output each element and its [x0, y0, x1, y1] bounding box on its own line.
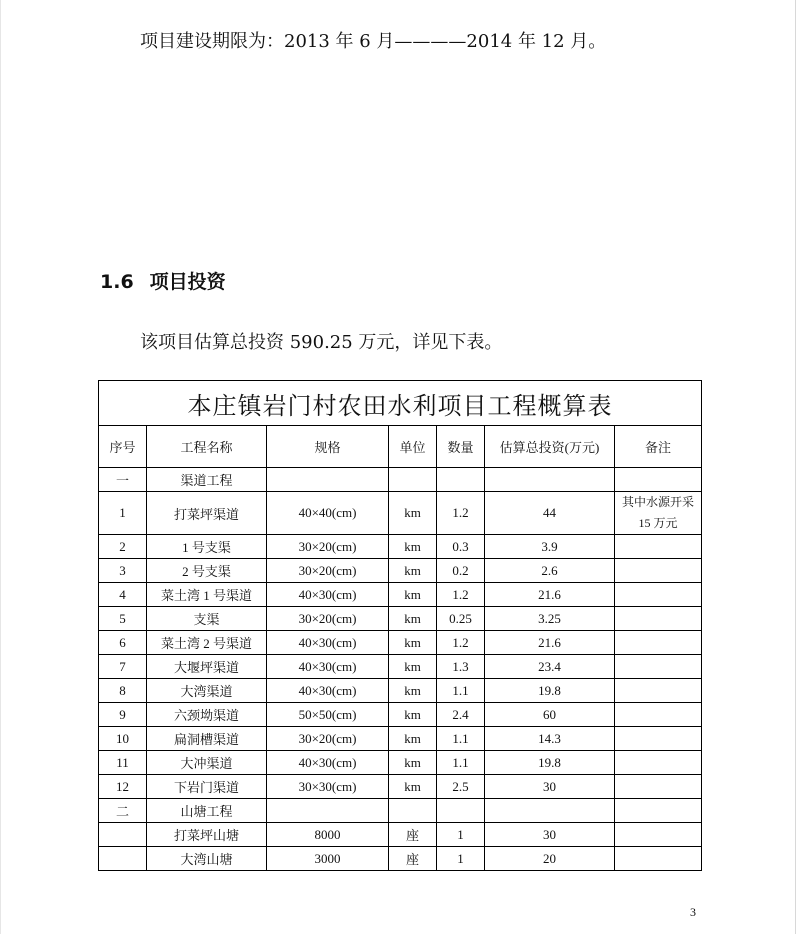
cell-name: 大冲渠道: [147, 751, 267, 775]
header-cell-note: 备注: [615, 426, 702, 468]
cell-spec: 40×40(cm): [267, 492, 389, 535]
cell-no: 6: [99, 631, 147, 655]
cell-investment: 21.6: [485, 583, 615, 607]
cell-note: [615, 847, 702, 871]
cell-spec: 30×20(cm): [267, 535, 389, 559]
cell-no: 一: [99, 468, 147, 492]
cell-no: [99, 847, 147, 871]
cell-qty: 1.2: [437, 492, 485, 535]
table-body: [99, 468, 702, 871]
cell-no: 4: [99, 583, 147, 607]
section-number: 1.6: [100, 271, 134, 293]
cell-unit: km: [389, 559, 437, 583]
section-heading: [100, 268, 226, 296]
cell-name: 打菜坪渠道: [147, 492, 267, 535]
cell-spec: [267, 468, 389, 492]
cell-name: 大湾山塘: [147, 847, 267, 871]
cell-spec: 40×30(cm): [267, 631, 389, 655]
cell-investment: 14.3: [485, 727, 615, 751]
table-row: [99, 535, 702, 559]
cell-no: [99, 823, 147, 847]
cell-name: 扁洞槽渠道: [147, 727, 267, 751]
cell-investment: [485, 799, 615, 823]
cell-investment: 3.25: [485, 607, 615, 631]
cell-unit: 座: [389, 847, 437, 871]
cell-spec: 8000: [267, 823, 389, 847]
cell-note: [615, 823, 702, 847]
table-row: [99, 583, 702, 607]
cell-no: 7: [99, 655, 147, 679]
cell-note: [615, 799, 702, 823]
cell-investment: 44: [485, 492, 615, 535]
table-row: [99, 751, 702, 775]
table-row: [99, 775, 702, 799]
cell-unit: km: [389, 703, 437, 727]
cell-note: [615, 679, 702, 703]
cell-name: 大堰坪渠道: [147, 655, 267, 679]
cell-unit: km: [389, 535, 437, 559]
cell-name: 山塘工程: [147, 799, 267, 823]
budget-table: [98, 380, 702, 871]
table-row: [99, 703, 702, 727]
cell-unit: km: [389, 631, 437, 655]
cell-investment: 3.9: [485, 535, 615, 559]
cell-name: 2 号支渠: [147, 559, 267, 583]
table-row: [99, 847, 702, 871]
section-title: 项目投资: [149, 271, 226, 293]
cell-spec: 40×30(cm): [267, 751, 389, 775]
cell-qty: 1.3: [437, 655, 485, 679]
header-cell-unit: 单位: [389, 426, 437, 468]
construction-period-text: 项目建设期限为：2013 年 6 月————2014 年 12 月。: [140, 31, 607, 52]
cell-qty: 1: [437, 823, 485, 847]
cell-unit: [389, 799, 437, 823]
cell-note: 其中水源开采 15 万元: [615, 492, 702, 535]
cell-investment: 30: [485, 775, 615, 799]
cell-no: 3: [99, 559, 147, 583]
cell-name: 大湾渠道: [147, 679, 267, 703]
cell-no: 二: [99, 799, 147, 823]
cell-note: [615, 703, 702, 727]
cell-qty: 2.5: [437, 775, 485, 799]
cell-unit: km: [389, 583, 437, 607]
cell-qty: 1: [437, 847, 485, 871]
table-header-row: [99, 426, 702, 468]
table-row: [99, 823, 702, 847]
cell-no: 8: [99, 679, 147, 703]
cell-spec: 40×30(cm): [267, 583, 389, 607]
cell-name: 打菜坪山塘: [147, 823, 267, 847]
cell-qty: 1.1: [437, 679, 485, 703]
cell-note: [615, 607, 702, 631]
cell-spec: 40×30(cm): [267, 679, 389, 703]
header-cell-name: 工程名称: [147, 426, 267, 468]
header-cell-no: 序号: [99, 426, 147, 468]
cell-qty: 0.3: [437, 535, 485, 559]
cell-investment: 30: [485, 823, 615, 847]
header-cell-spec: 规格: [267, 426, 389, 468]
table-row: [99, 655, 702, 679]
cell-unit: km: [389, 775, 437, 799]
cell-qty: 0.25: [437, 607, 485, 631]
table-row: [99, 679, 702, 703]
cell-unit: 座: [389, 823, 437, 847]
cell-qty: 1.2: [437, 583, 485, 607]
cell-note: [615, 775, 702, 799]
cell-no: 11: [99, 751, 147, 775]
cell-investment: 20: [485, 847, 615, 871]
cell-no: 9: [99, 703, 147, 727]
table-row: [99, 631, 702, 655]
cell-spec: 30×20(cm): [267, 727, 389, 751]
cell-note: [615, 535, 702, 559]
table-row: [99, 607, 702, 631]
cell-qty: 1.1: [437, 751, 485, 775]
cell-qty: [437, 468, 485, 492]
cell-note: [615, 583, 702, 607]
cell-unit: [389, 468, 437, 492]
investment-summary-text: 该项目估算总投资 590.25 万元，详见下表。: [140, 332, 503, 353]
cell-unit: km: [389, 751, 437, 775]
cell-unit: km: [389, 607, 437, 631]
cell-no: 2: [99, 535, 147, 559]
cell-note: [615, 468, 702, 492]
cell-no: 5: [99, 607, 147, 631]
cell-investment: 60: [485, 703, 615, 727]
cell-no: 12: [99, 775, 147, 799]
cell-investment: 21.6: [485, 631, 615, 655]
cell-unit: km: [389, 679, 437, 703]
cell-spec: 40×30(cm): [267, 655, 389, 679]
cell-spec: 3000: [267, 847, 389, 871]
header-cell-qty: 数量: [437, 426, 485, 468]
cell-unit: km: [389, 492, 437, 535]
cell-investment: 2.6: [485, 559, 615, 583]
cell-name: 下岩门渠道: [147, 775, 267, 799]
header-cell-investment: 估算总投资(万元): [485, 426, 615, 468]
cell-name: 菜土湾 2 号渠道: [147, 631, 267, 655]
cell-investment: 19.8: [485, 679, 615, 703]
cell-unit: km: [389, 727, 437, 751]
cell-name: 菜土湾 1 号渠道: [147, 583, 267, 607]
cell-name: 渠道工程: [147, 468, 267, 492]
cell-no: 1: [99, 492, 147, 535]
cell-note: [615, 631, 702, 655]
cell-spec: 50×50(cm): [267, 703, 389, 727]
cell-name: 六颈坳渠道: [147, 703, 267, 727]
table-row: [99, 727, 702, 751]
cell-qty: 1.1: [437, 727, 485, 751]
cell-note: [615, 655, 702, 679]
cell-qty: [437, 799, 485, 823]
cell-note: [615, 559, 702, 583]
cell-spec: 30×30(cm): [267, 775, 389, 799]
cell-investment: 23.4: [485, 655, 615, 679]
table-row: [99, 492, 702, 535]
cell-qty: 1.2: [437, 631, 485, 655]
cell-spec: 30×20(cm): [267, 559, 389, 583]
cell-name: 支渠: [147, 607, 267, 631]
table-title: 本庄镇岩门村农田水利项目工程概算表: [99, 381, 702, 426]
cell-name: 1 号支渠: [147, 535, 267, 559]
cell-spec: 30×20(cm): [267, 607, 389, 631]
cell-qty: 0.2: [437, 559, 485, 583]
cell-qty: 2.4: [437, 703, 485, 727]
cell-unit: km: [389, 655, 437, 679]
cell-investment: [485, 468, 615, 492]
table-row: [99, 468, 702, 492]
table-row: [99, 799, 702, 823]
cell-investment: 19.8: [485, 751, 615, 775]
page-number: 3: [690, 905, 696, 919]
cell-no: 10: [99, 727, 147, 751]
table-row: [99, 559, 702, 583]
cell-spec: [267, 799, 389, 823]
cell-note: [615, 751, 702, 775]
cell-note: [615, 727, 702, 751]
